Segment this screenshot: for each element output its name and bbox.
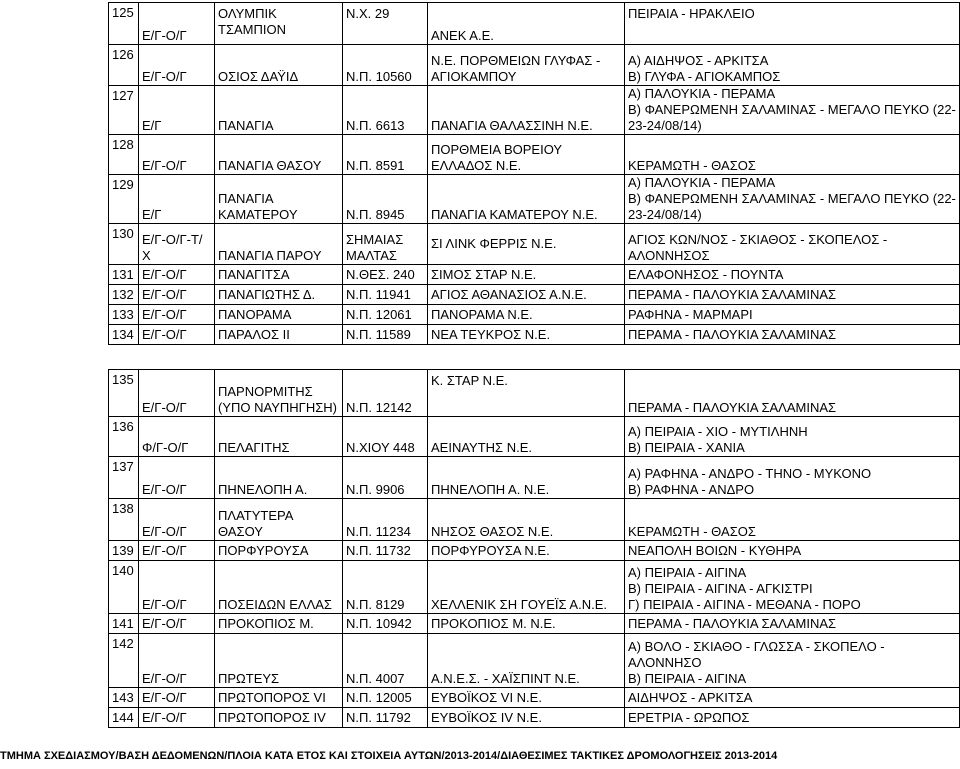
company: ΝΗΣΟΣ ΘΑΣΟΣ Ν.Ε. — [428, 499, 625, 541]
registry: Ν.Π. 8591 — [343, 135, 428, 175]
table-row — [109, 45, 960, 86]
table-row — [109, 175, 960, 224]
vessel-type: Ε/Γ-Ο/Γ — [139, 45, 215, 86]
route: Α) ΒΟΛΟ - ΣΚΙΑΘΟ - ΓΛΩΣΣΑ - ΣΚΟΠΕΛΟ - ΑΛΟΝΝΗΣΟ Β) ΠΕΙΡΑΙΑ - ΑΙΓΙΝΑ — [625, 634, 960, 688]
company: ΕΥΒΟΪΚΟΣ IV Ν.Ε. — [428, 708, 625, 728]
registry: Ν.Π. 9906 — [343, 457, 428, 499]
route: ΕΛΑΦΟΝΗΣΟΣ - ΠΟΥΝΤΑ — [625, 265, 960, 285]
vessel-type: Ε/Γ-Ο/Γ — [139, 265, 215, 285]
registry: Ν.ΘΕΣ. 240 — [343, 265, 428, 285]
table-row — [109, 561, 960, 614]
row-number: 133 — [109, 305, 139, 325]
company: ΠΑΝΟΡΑΜΑ Ν.Ε. — [428, 305, 625, 325]
table-row — [109, 325, 960, 345]
registry: Ν.ΧΙΟΥ 448 — [343, 417, 428, 457]
row-number: 132 — [109, 285, 139, 305]
registry: Ν.Π. 11589 — [343, 325, 428, 345]
registry: Ν.Π. 10942 — [343, 614, 428, 634]
route: ΝΕΑΠΟΛΗ ΒΟΙΩΝ - ΚΥΘΗΡΑ — [625, 541, 960, 561]
registry: Ν.Π. 8129 — [343, 561, 428, 614]
vessel-name: ΠΕΛΑΓΙΤΗΣ — [215, 417, 343, 457]
company: ΠΑΝΑΓΙΑ ΚΑΜΑΤΕΡΟΥ Ν.Ε. — [428, 175, 625, 224]
vessel-name: ΠΡΩΤΕΥΣ — [215, 634, 343, 688]
table-row — [109, 499, 960, 541]
row-number: 141 — [109, 614, 139, 634]
company: ΑΓΙΟΣ ΑΘΑΝΑΣΙΟΣ Α.Ν.Ε. — [428, 285, 625, 305]
vessel-type: Ε/Γ-Ο/Γ — [139, 634, 215, 688]
vessel-type: Ε/Γ-Ο/Γ — [139, 305, 215, 325]
row-number: 138 — [109, 499, 139, 541]
route: ΑΙΔΗΨΟΣ - ΑΡΚΙΤΣΑ — [625, 688, 960, 708]
vessel-name: ΠΑΝΑΓΙΑ — [215, 86, 343, 135]
route: ΠΕΡΑΜΑ - ΠΑΛΟΥΚΙΑ ΣΑΛΑΜΙΝΑΣ — [625, 614, 960, 634]
table-row — [109, 634, 960, 688]
table-row — [109, 370, 960, 417]
vessel-name: ΠΑΡΝΟΡΜΙΤΗΣ (ΥΠΟ ΝΑΥΠΗΓΗΣΗ) — [215, 370, 343, 417]
route: Α) ΠΑΛΟΥΚΙΑ - ΠΕΡΑΜΑ Β) ΦΑΝΕΡΩΜΕΝΗ ΣΑΛΑΜΙΝΑΣ - ΜΕΓΑΛΟ ΠΕΥΚΟ (22-23-24/08/14) — [625, 175, 960, 224]
vessel-name: ΠΛΑΤΥΤΕΡΑ ΘΑΣΟΥ — [215, 499, 343, 541]
vessel-type: Ε/Γ-Ο/Γ — [139, 708, 215, 728]
route: ΡΑΦΗΝΑ - ΜΑΡΜΑΡΙ — [625, 305, 960, 325]
row-number: 139 — [109, 541, 139, 561]
vessel-type: Ε/Γ-Ο/Γ — [139, 688, 215, 708]
route: Α) ΠΑΛΟΥΚΙΑ - ΠΕΡΑΜΑ Β) ΦΑΝΕΡΩΜΕΝΗ ΣΑΛΑΜΙΝΑΣ - ΜΕΓΑΛΟ ΠΕΥΚΟ (22-23-24/08/14) — [625, 86, 960, 135]
registry: ΣΗΜΑΙΑΣ ΜΑΛΤΑΣ — [343, 224, 428, 265]
registry: Ν.Π. 11234 — [343, 499, 428, 541]
company: ΠΟΡΦΥΡΟΥΣΑ Ν.Ε. — [428, 541, 625, 561]
company: ΠΟΡΘΜΕΙΑ ΒΟΡΕΙΟΥ ΕΛΛΑΔΟΣ Ν.Ε. — [428, 135, 625, 175]
vessel-name: ΠΡΩΤΟΠΟΡΟΣ IV — [215, 708, 343, 728]
vessel-name: ΠΡΩΤΟΠΟΡΟΣ VI — [215, 688, 343, 708]
route: ΠΕΡΑΜΑ - ΠΑΛΟΥΚΙΑ ΣΑΛΑΜΙΝΑΣ — [625, 285, 960, 305]
vessel-type: Ε/Γ-Ο/Γ — [139, 541, 215, 561]
vessel-type: Ε/Γ-Ο/Γ-Τ/Χ — [139, 224, 215, 265]
vessel-type: Ε/Γ-Ο/Γ — [139, 285, 215, 305]
table-row — [109, 86, 960, 135]
registry: Ν.Π. 11941 — [343, 285, 428, 305]
row-number: 137 — [109, 457, 139, 499]
vessel-type: Ε/Γ-Ο/Γ — [139, 135, 215, 175]
company: ΠΑΝΑΓΙΑ ΘΑΛΑΣΣΙΝΗ Ν.Ε. — [428, 86, 625, 135]
registry: Ν.Π. 6613 — [343, 86, 428, 135]
vessel-name: ΠΑΝΑΓΙΑ ΚΑΜΑΤΕΡΟΥ — [215, 175, 343, 224]
row-number: 144 — [109, 708, 139, 728]
table-row — [109, 417, 960, 457]
row-number: 135 — [109, 370, 139, 417]
company: ΑΕΙΝΑΥΤΗΣ Ν.Ε. — [428, 417, 625, 457]
route: ΠΕΙΡΑΙΑ - ΗΡΑΚΛΕΙΟ — [625, 3, 960, 45]
company: Κ. ΣΤΑΡ Ν.Ε. — [428, 370, 625, 417]
registry: Ν.Χ. 29 — [343, 3, 428, 45]
table-row — [109, 688, 960, 708]
vessel-name: ΠΗΝΕΛΟΠΗ Α. — [215, 457, 343, 499]
route: ΑΓΙΟΣ ΚΩΝ/ΝΟΣ - ΣΚΙΑΘΟΣ - ΣΚΟΠΕΛΟΣ - ΑΛΟΝΝΗΣΟΣ — [625, 224, 960, 265]
vessel-type: Ε/Γ-Ο/Γ — [139, 457, 215, 499]
company: ΧΕΛΛΕΝΙΚ ΣΗ ΓΟΥΕΪΣ Α.Ν.Ε. — [428, 561, 625, 614]
company: ΣΙΜΟΣ ΣΤΑΡ Ν.Ε. — [428, 265, 625, 285]
vessel-type: Ε/Γ-Ο/Γ — [139, 561, 215, 614]
company: ΠΡΟΚΟΠΙΟΣ Μ. Ν.Ε. — [428, 614, 625, 634]
table-row — [109, 265, 960, 285]
vessel-type: Ε/Γ — [139, 175, 215, 224]
vessel-name: ΟΣΙΟΣ ΔΑΫΙΔ — [215, 45, 343, 86]
row-number: 143 — [109, 688, 139, 708]
route: Α) ΠΕΙΡΑΙΑ - ΧΙΟ - ΜΥΤΙΛΗΝΗ Β) ΠΕΙΡΑΙΑ - ΧΑΝΙΑ — [625, 417, 960, 457]
route: ΠΕΡΑΜΑ - ΠΑΛΟΥΚΙΑ ΣΑΛΑΜΙΝΑΣ — [625, 370, 960, 417]
row-number: 134 — [109, 325, 139, 345]
row-number: 125 — [109, 3, 139, 45]
table-row — [109, 708, 960, 728]
vessel-name: ΠΑΡΑΛΟΣ ΙΙ — [215, 325, 343, 345]
row-number: 140 — [109, 561, 139, 614]
table-row — [109, 457, 960, 499]
vessel-name: ΠΡΟΚΟΠΙΟΣ Μ. — [215, 614, 343, 634]
table-row — [109, 541, 960, 561]
vessel-type: Ε/Γ-Ο/Γ — [139, 3, 215, 45]
registry: Ν.Π. 12142 — [343, 370, 428, 417]
table-row — [109, 285, 960, 305]
row-number: 127 — [109, 86, 139, 135]
company: Ν.Ε. ΠΟΡΘΜΕΙΩΝ ΓΛΥΦΑΣ - ΑΓΙΟΚΑΜΠΟΥ — [428, 45, 625, 86]
vessel-type: Ε/Γ-Ο/Γ — [139, 499, 215, 541]
route: ΚΕΡΑΜΩΤΗ - ΘΑΣΟΣ — [625, 135, 960, 175]
table-row — [109, 224, 960, 265]
vessel-type: Ε/Γ — [139, 86, 215, 135]
row-number: 126 — [109, 45, 139, 86]
row-number: 128 — [109, 135, 139, 175]
vessel-name: ΟΛΥΜΠΙΚ ΤΣΑΜΠΙΟΝ — [215, 3, 343, 45]
route: ΠΕΡΑΜΑ - ΠΑΛΟΥΚΙΑ ΣΑΛΑΜΙΝΑΣ — [625, 325, 960, 345]
vessel-name: ΠΑΝΑΓΙΑ ΘΑΣΟΥ — [215, 135, 343, 175]
vessel-name: ΠΑΝΑΓΙΤΣΑ — [215, 265, 343, 285]
registry: Ν.Π. 12061 — [343, 305, 428, 325]
registry: Ν.Π. 10560 — [343, 45, 428, 86]
vessel-name: ΠΟΡΦΥΡΟΥΣΑ — [215, 541, 343, 561]
route: Α) ΑΙΔΗΨΟΣ - ΑΡΚΙΤΣΑ Β) ΓΛΥΦΑ - ΑΓΙΟΚΑΜΠΟΣ — [625, 45, 960, 86]
vessel-name: ΠΟΣΕΙΔΩΝ ΕΛΛΑΣ — [215, 561, 343, 614]
registry: Ν.Π. 4007 — [343, 634, 428, 688]
route: Α) ΠΕΙΡΑΙΑ - ΑΙΓΙΝΑ Β) ΠΕΙΡΑΙΑ - ΑΙΓΙΝΑ - ΑΓΚΙΣΤΡΙ Γ) ΠΕΙΡΑΙΑ - ΑΙΓΙΝΑ - ΜΕΘΑΝΑ - ΠΟΡΟ — [625, 561, 960, 614]
company: Α.Ν.Ε.Σ. - ΧΑΪΣΠΙΝΤ Ν.Ε. — [428, 634, 625, 688]
vessel-type: Ε/Γ-Ο/Γ — [139, 614, 215, 634]
company: ΕΥΒΟΪΚΟΣ VI Ν.Ε. — [428, 688, 625, 708]
vessel-table-2 — [108, 369, 960, 728]
table-row — [109, 614, 960, 634]
vessel-name: ΠΑΝΑΓΙΑ ΠΑΡΟΥ — [215, 224, 343, 265]
company: ΝΕΑ ΤΕΥΚΡΟΣ Ν.Ε. — [428, 325, 625, 345]
registry: Ν.Π. 8945 — [343, 175, 428, 224]
table-row — [109, 305, 960, 325]
row-number: 131 — [109, 265, 139, 285]
registry: Ν.Π. 11792 — [343, 708, 428, 728]
row-number: 136 — [109, 417, 139, 457]
company: ΣΙ ΛΙΝΚ ΦΕΡΡΙΣ Ν.Ε. — [428, 224, 625, 265]
route: ΕΡΕΤΡΙΑ - ΩΡΩΠΟΣ — [625, 708, 960, 728]
vessel-name: ΠΑΝΟΡΑΜΑ — [215, 305, 343, 325]
vessel-name: ΠΑΝΑΓΙΩΤΗΣ Δ. — [215, 285, 343, 305]
route: Α) ΡΑΦΗΝΑ - ΑΝΔΡΟ - ΤΗΝΟ - ΜΥΚΟΝΟ Β) ΡΑΦΗΝΑ - ΑΝΔΡΟ — [625, 457, 960, 499]
vessel-table-1 — [108, 2, 960, 345]
row-number: 142 — [109, 634, 139, 688]
page-footer: ΤΜΗΜΑ ΣΧΕΔΙΑΣΜΟΥ/ΒΑΣΗ ΔΕΔΟΜΕΝΩΝ/ΠΛΟΙΑ ΚΑΤΑ ΕΤΟΣ ΚΑΙ ΣΤΟΙΧΕΙΑ ΑΥΤΩΝ/2013-2014/ΔΙΑΘΕΣΙΜΕΣ ΤΑΚΤΙΚΕΣ ΔΡΟΜΟΛΟΓΗΣΕΙΣ 2013-2014 — [0, 750, 778, 762]
company: ΠΗΝΕΛΟΠΗ Α. Ν.Ε. — [428, 457, 625, 499]
registry: Ν.Π. 12005 — [343, 688, 428, 708]
vessel-type: Ε/Γ-Ο/Γ — [139, 325, 215, 345]
vessel-type: Φ/Γ-Ο/Γ — [139, 417, 215, 457]
registry: Ν.Π. 11732 — [343, 541, 428, 561]
row-number: 130 — [109, 224, 139, 265]
company: ΑΝΕΚ Α.Ε. — [428, 3, 625, 45]
table-row — [109, 135, 960, 175]
table-row — [109, 3, 960, 45]
vessel-type: Ε/Γ-Ο/Γ — [139, 370, 215, 417]
route: ΚΕΡΑΜΩΤΗ - ΘΑΣΟΣ — [625, 499, 960, 541]
row-number: 129 — [109, 175, 139, 224]
